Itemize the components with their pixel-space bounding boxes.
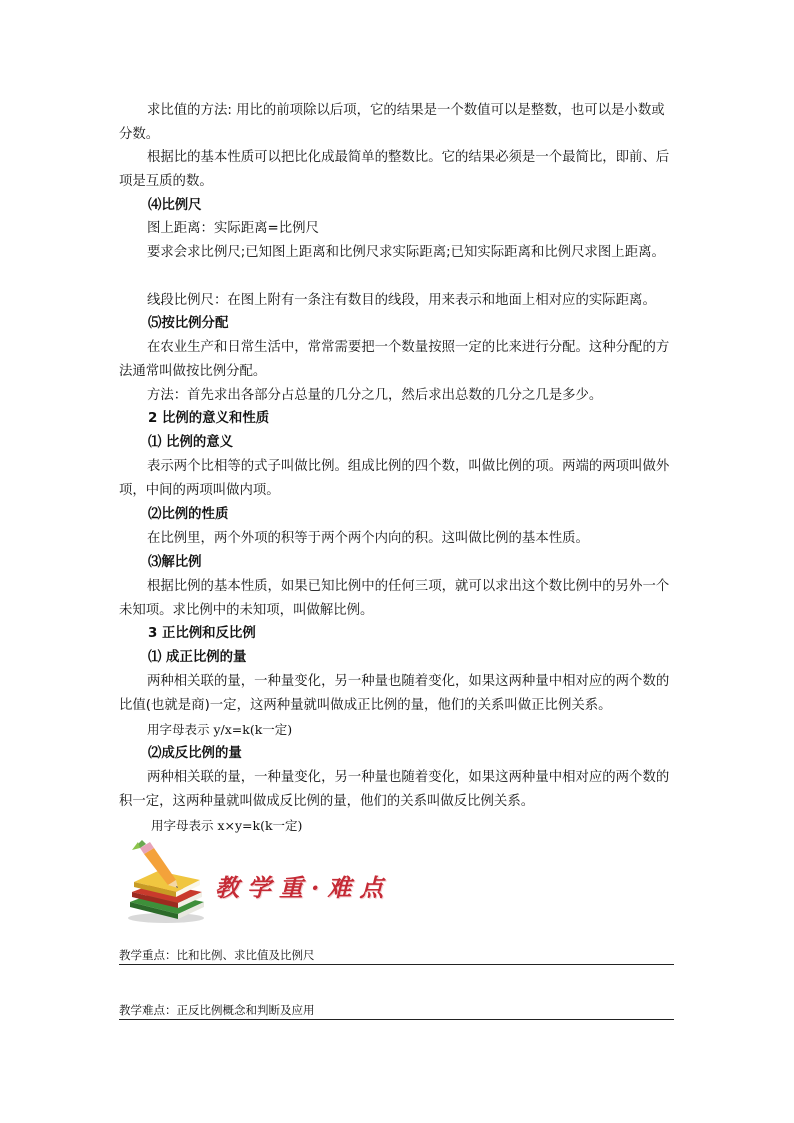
proportion-meaning-paragraph: 表示两个比相等的式子叫做比例。组成比例的四个数，叫做比例的项。两端的两项叫做外项，中间的两项叫做内项。 bbox=[119, 459, 670, 498]
ratio-value-method: 求比值的方法: 用比的前项除以后项，它的结果是一个数值可以是整数，也可以是小数或分数。 bbox=[119, 103, 665, 142]
heading-scale: ⑷比例尺 bbox=[148, 198, 202, 213]
line-scale-paragraph: 线段比例尺：在图上附有一条注有数目的线段，用来表示和地面上相对应的实际距离。 bbox=[147, 293, 656, 308]
direct-proportion-paragraph: 两种相关联的量，一种量变化，另一种量也随着变化，如果这两种量中相对应的两个数的比值(也就是商)一定，这两种量就叫做成正比例的量，他们的关系叫做正比例关系。 bbox=[119, 674, 670, 713]
heading-inverse-proportion: ⑵成反比例的量 bbox=[148, 746, 242, 761]
banner-title: 教学重·难点 bbox=[215, 873, 392, 902]
proportion-property-paragraph: 在比例里，两个外项的积等于两个两个内向的积。这叫做比例的基本性质。 bbox=[147, 531, 589, 546]
solve-proportion-paragraph: 根据比例的基本性质，如果已知比例中的任何三项，就可以求出这个数比例中的另外一个未知项。求比例中的未知项，叫做解比例。 bbox=[119, 579, 670, 618]
inverse-proportion-formula: 用字母表示 x×y=k(k一定) bbox=[151, 818, 303, 833]
scale-requirements: 要求会求比例尺;已知图上距离和比例尺求实际距离;已知实际距离和比例尺求图上距离。 bbox=[147, 245, 665, 260]
simplest-ratio-paragraph: 根据比的基本性质可以把比化成最简单的整数比。它的结果必须是一个最简比，即前、后项是互质的数。 bbox=[119, 150, 670, 189]
heading-solve-proportion: ⑶解比例 bbox=[148, 555, 202, 570]
section-3-heading: 3 正比例和反比例 bbox=[148, 626, 256, 641]
section-2-heading: 2 比例的意义和性质 bbox=[148, 411, 270, 426]
heading-proportion-property: ⑵比例的性质 bbox=[148, 507, 229, 522]
heading-proportion-meaning: ⑴ 比例的意义 bbox=[148, 435, 234, 450]
scale-formula: 图上距离：实际距离=比例尺 bbox=[147, 221, 319, 236]
distribution-paragraph: 在农业生产和日常生活中，常常需要把一个数量按照一定的比来进行分配。这种分配的方法通常叫做按比例分配。 bbox=[119, 340, 670, 379]
inverse-proportion-paragraph: 两种相关联的量，一种量变化，另一种量也随着变化，如果这两种量中相对应的两个数的积一定，这两种量就叫做成反比例的量，他们的关系叫做反比例关系。 bbox=[119, 770, 670, 809]
distribution-method: 方法：首先求出各部分占总量的几分之几，然后求出总数的几分之几是多少。 bbox=[147, 388, 603, 403]
teaching-key-point: 教学重点：比和比例、求比值及比例尺 bbox=[119, 947, 674, 965]
books-pencil-icon bbox=[120, 840, 212, 924]
direct-proportion-formula: 用字母表示 y/x=k(k一定) bbox=[147, 722, 293, 737]
heading-proportional-distribution: ⑸按比例分配 bbox=[148, 316, 229, 331]
heading-direct-proportion: ⑴ 成正比例的量 bbox=[148, 650, 247, 665]
teaching-difficult-point: 教学难点：正反比例概念和判断及应用 bbox=[119, 1002, 674, 1020]
